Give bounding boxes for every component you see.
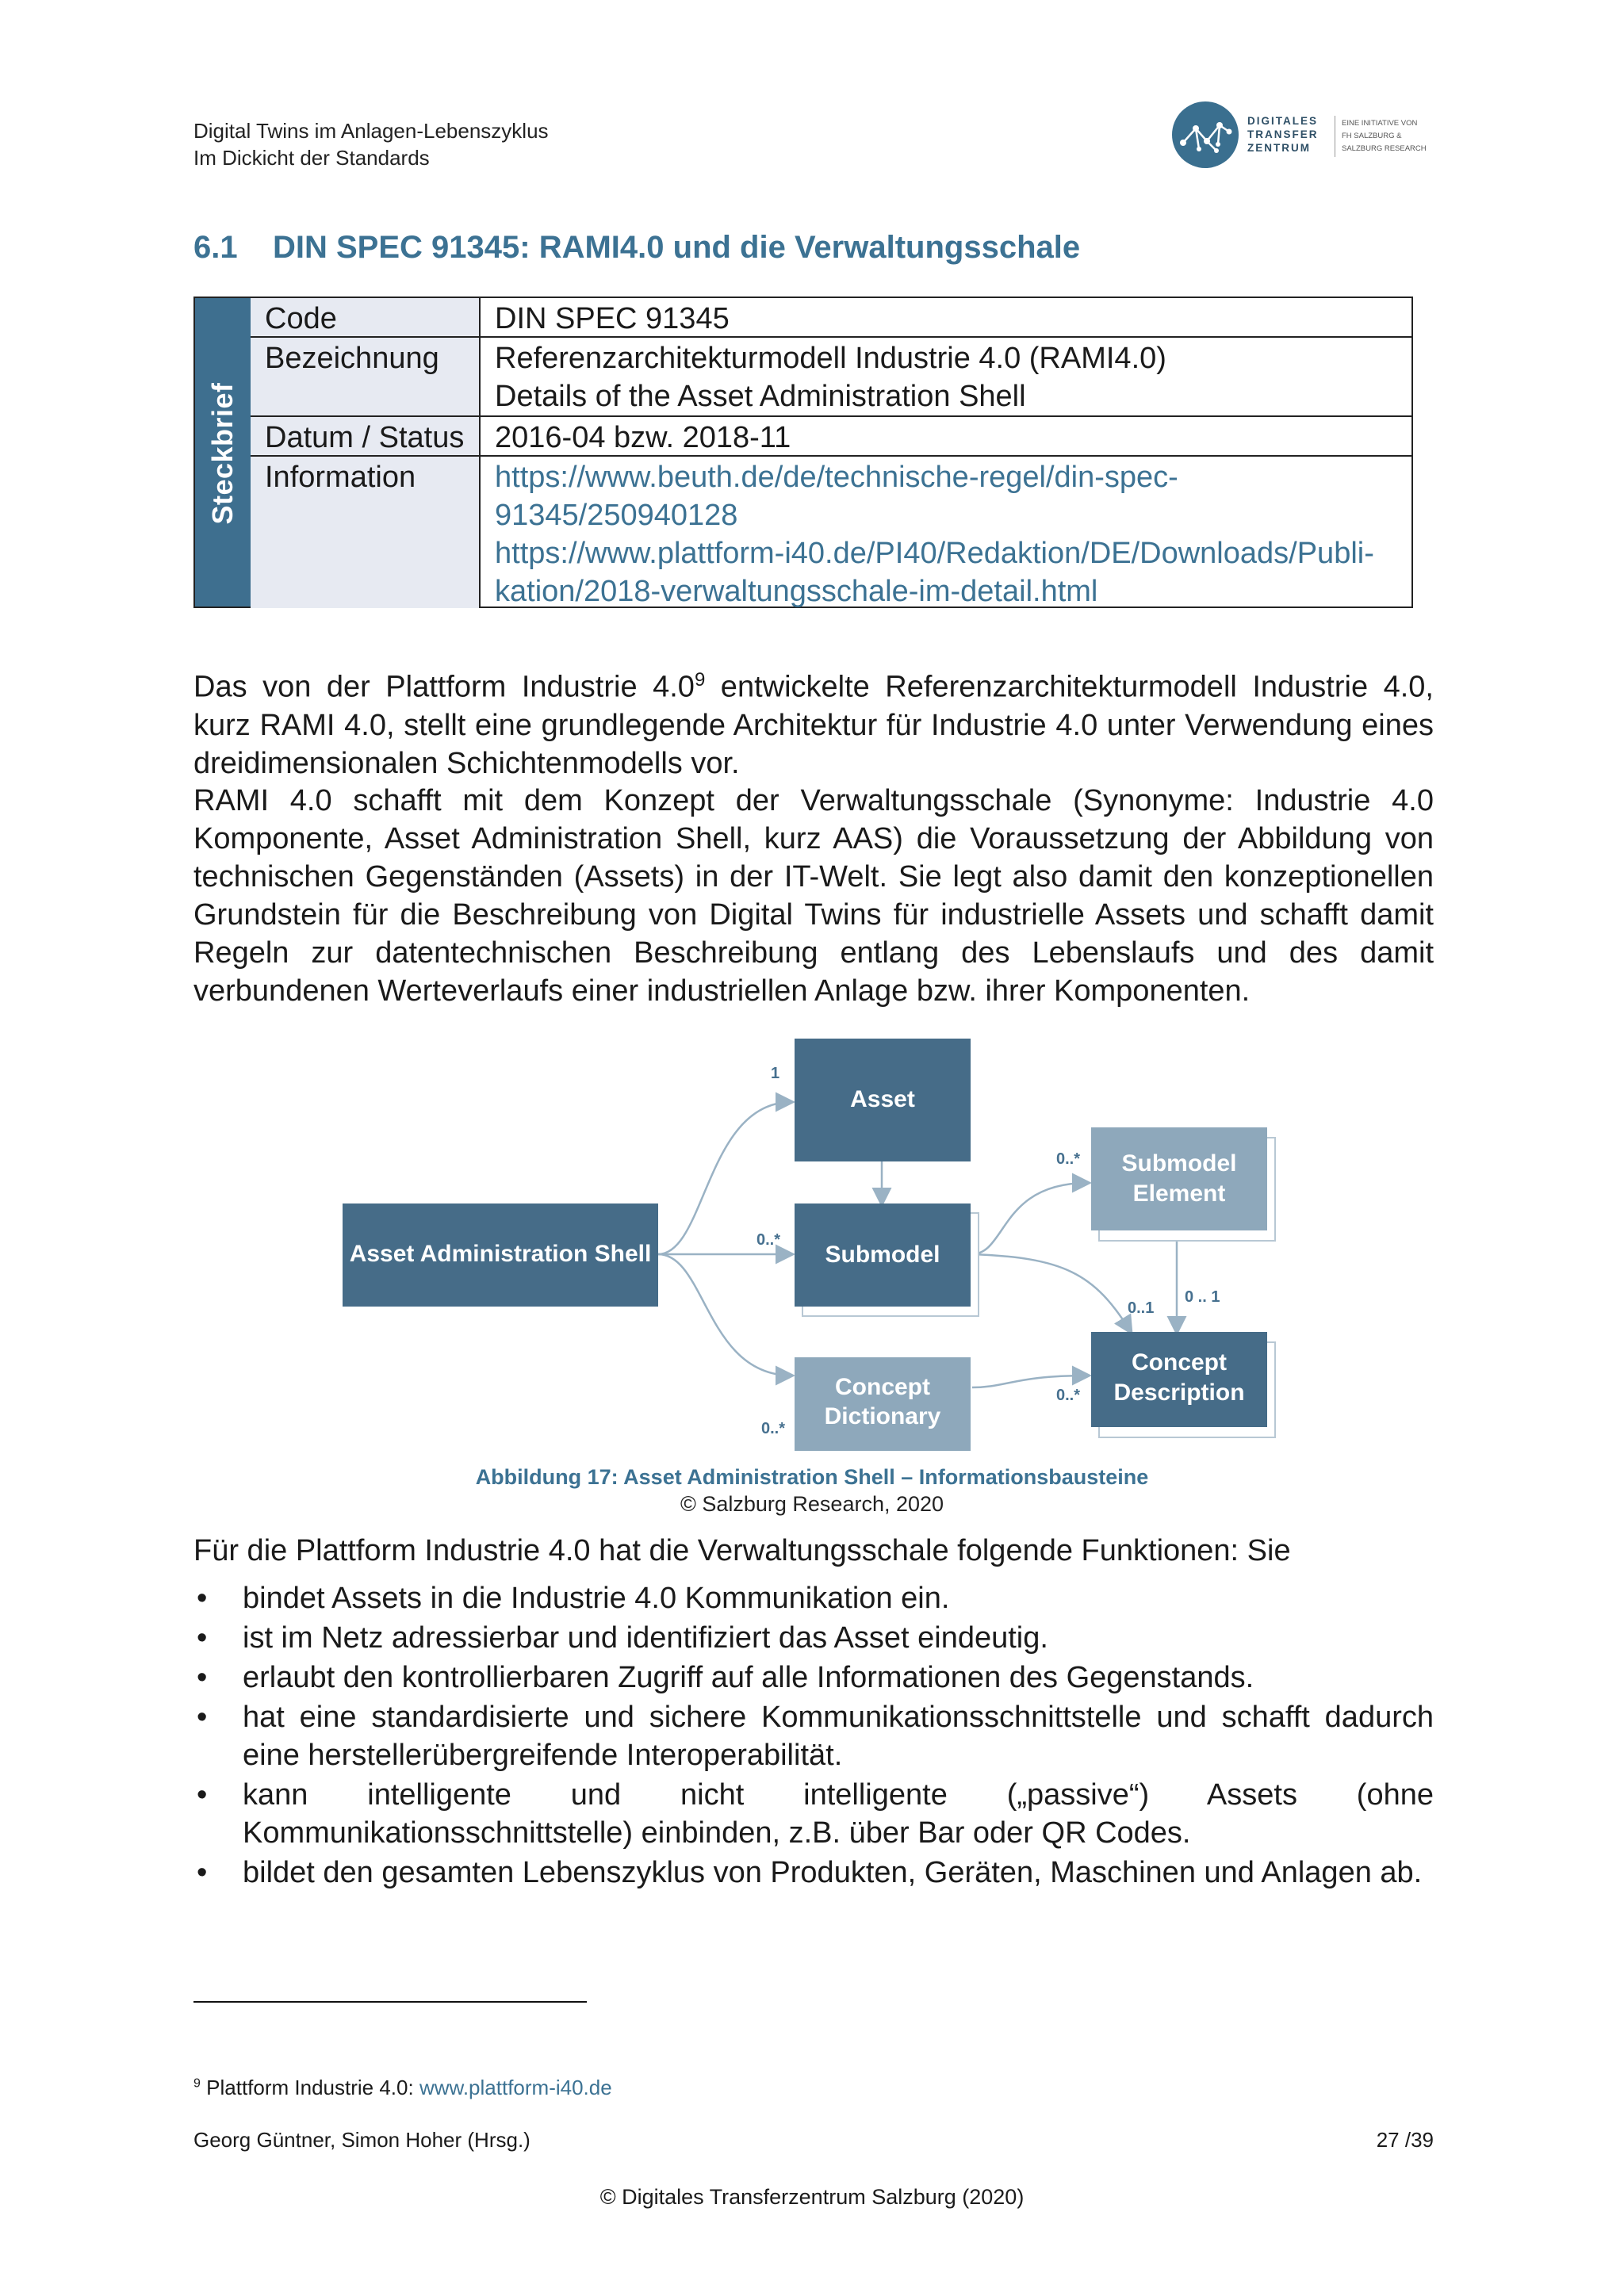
node-submodel-label: Submodel <box>825 1242 940 1268</box>
edge-aas-dictionary <box>658 1254 791 1376</box>
table-row-datum <box>251 417 1411 457</box>
table-row-information <box>251 457 1411 608</box>
footnote-ref[interactable]: 9 <box>694 669 706 691</box>
svg-text:Submodel: Submodel <box>1121 1150 1237 1177</box>
svg-text:Element: Element <box>1132 1181 1226 1207</box>
header-title: Digital Twins im Anlagen-Lebenszyklus <box>193 119 549 143</box>
aas-diagram <box>333 1031 1300 1459</box>
node-aas <box>343 1203 658 1307</box>
edge-submodel-element <box>971 1183 1088 1254</box>
section-title: DIN SPEC 91345: RAMI4.0 und die Verwaltungsschale <box>273 230 1081 265</box>
row-value <box>481 457 1411 610</box>
dtz-logo <box>1172 101 1434 173</box>
svg-text:Description: Description <box>1113 1380 1245 1406</box>
paragraph-functions: Für die Plattform Industrie 4.0 hat die Verwaltungsschale folgende Funktionen: Sie <box>193 1534 1291 1567</box>
steckbrief-side-label: Steckbrief <box>195 298 251 607</box>
row-value: Referenzarchitekturmodell Industrie 4.0 (RAMI4.0) Details of the Asset Administration Shell <box>495 342 1166 413</box>
section-number: 6.1 <box>193 230 238 265</box>
paragraph-rami: RAMI 4.0 schafft mit dem Konzept der Verwaltungsschale (Synonyme: Industrie 4.0 Komponente, Asset Administration Shell, kurz AAS) die Voraussetzung der Abbildung von technischen Gegenständen (Assets) in der IT-Welt. Sie legt also damit den konzeptionellen Grundstein für die Beschreibung von Digital Twins für industrielle Assets und schafft damit Regeln zur datentechnischen Beschreibung entlang des Lebenslaufs und des damit verbundenen Werteverlaufs einer industriellen Anlage bzw. ihrer Komponenten. <box>193 784 1434 1008</box>
row-key: Code <box>251 298 481 336</box>
footnote-separator <box>193 2001 587 2003</box>
node-asset <box>795 1039 971 1161</box>
mult-dictionary: 0..* <box>761 1420 786 1437</box>
node-asset-label: Asset <box>850 1086 915 1112</box>
row-value: DIN SPEC 91345 <box>495 302 730 335</box>
paragraph-intro: Das von der Plattform Industrie $4.0^9$ entwickelte Referenzarchitekturmodell Industrie 4.0, kurz RAMI 4.0, stellt eine grundlegende Architektur für Industrie 4.0 unter Verwendung eines dreidimensionalen Schichtenmodells vor. <box>193 669 1434 780</box>
mult-element: 0..* <box>1056 1150 1081 1168</box>
node-submodel-element <box>1091 1127 1267 1230</box>
steckbrief-table <box>193 297 1413 608</box>
row-key: Information <box>251 457 481 608</box>
list-item: • erlaubt den kontrollierbaren Zugriff auf alle Informationen des Gegenstands. <box>193 1659 1434 1697</box>
footer-copyright: © Digitales Transferzentrum Salzburg (2020) <box>599 2185 1025 2209</box>
table-row-code <box>251 298 1411 338</box>
table-row-bezeichnung <box>251 338 1411 417</box>
svg-text:Concept: Concept <box>835 1374 930 1400</box>
mult-description-b: 0 .. 1 <box>1185 1288 1220 1306</box>
list-item: • bindet Assets in die Industrie 4.0 Kommunikation ein. <box>193 1579 1434 1617</box>
list-item: • hat eine standardisierte und sichere Kommunikationsschnittstelle und schafft dadurch eine herstellerübergreifende Interoperabilität. <box>193 1698 1434 1774</box>
mult-description-c: 0..* <box>1056 1387 1081 1404</box>
mult-submodel: 0..* <box>756 1231 781 1249</box>
logo-wordmark: DIGITALES TRANSFER ZENTRUM <box>1247 115 1319 154</box>
row-key: Datum / Status <box>251 417 481 455</box>
logo-tagline: EINE INITIATIVE VON FH SALZBURG & SALZBURG RESEARCH <box>1342 119 1427 153</box>
beuth-link[interactable]: https://www.beuth.de/de/technische-regel/din-spec- 91345/250940128 <box>495 461 1178 532</box>
edge-dictionary-description <box>972 1376 1088 1387</box>
mult-asset: 1 <box>771 1065 780 1082</box>
list-item: • bildet den gesamten Lebenszyklus von Produkten, Geräten, Maschinen und Anlagen ab. <box>193 1854 1434 1892</box>
svg-text:Dictionary: Dictionary <box>824 1403 941 1429</box>
footnote-number: 9 <box>193 2076 201 2091</box>
node-concept-description <box>1091 1332 1267 1427</box>
row-key: Bezeichnung <box>251 338 481 415</box>
edge-submodel-description <box>971 1254 1131 1332</box>
list-item: • kann intelligente und nicht intelligente („passive“) Assets (ohne Kommunikationsschnittstelle) einbinden, z.B. über Bar oder QR Codes. <box>193 1776 1434 1852</box>
page-number: 27 /39 <box>1376 2128 1434 2152</box>
plattform-link[interactable]: https://www.plattform-i40.de/PI40/Redaktion/DE/Downloads/Publi- kation/2018-verwaltungsschale-im-detail.html <box>495 537 1374 608</box>
figure-credit: © Salzburg Research, 2020 <box>680 1492 944 1516</box>
mult-description-a: 0..1 <box>1128 1299 1155 1317</box>
row-value: 2016-04 bzw. 2018-11 <box>495 421 791 454</box>
function-list <box>193 1579 1434 1893</box>
running-header <box>193 117 549 171</box>
node-submodel <box>795 1203 971 1307</box>
footnote-link[interactable]: www.plattform-i40.de <box>419 2076 612 2099</box>
logo-emblem <box>1172 101 1239 168</box>
footer-authors: Georg Güntner, Simon Hoher (Hrsg.) <box>193 2128 530 2152</box>
svg-text:Concept: Concept <box>1132 1349 1227 1376</box>
figure-caption: Abbildung 17: Asset Administration Shell – Informationsbausteine <box>475 1465 1149 1489</box>
list-item: • ist im Netz adressierbar und identifiziert das Asset eindeutig. <box>193 1619 1434 1657</box>
node-aas-label: Asset Administration Shell <box>349 1241 652 1267</box>
header-subtitle: Im Dickicht der Standards <box>193 146 430 170</box>
footnote: $^9$ Plattform Industrie 4.0: www.plattform-i40.de <box>193 2076 612 2099</box>
section-heading <box>193 230 1080 266</box>
node-concept-dictionary <box>795 1357 971 1451</box>
